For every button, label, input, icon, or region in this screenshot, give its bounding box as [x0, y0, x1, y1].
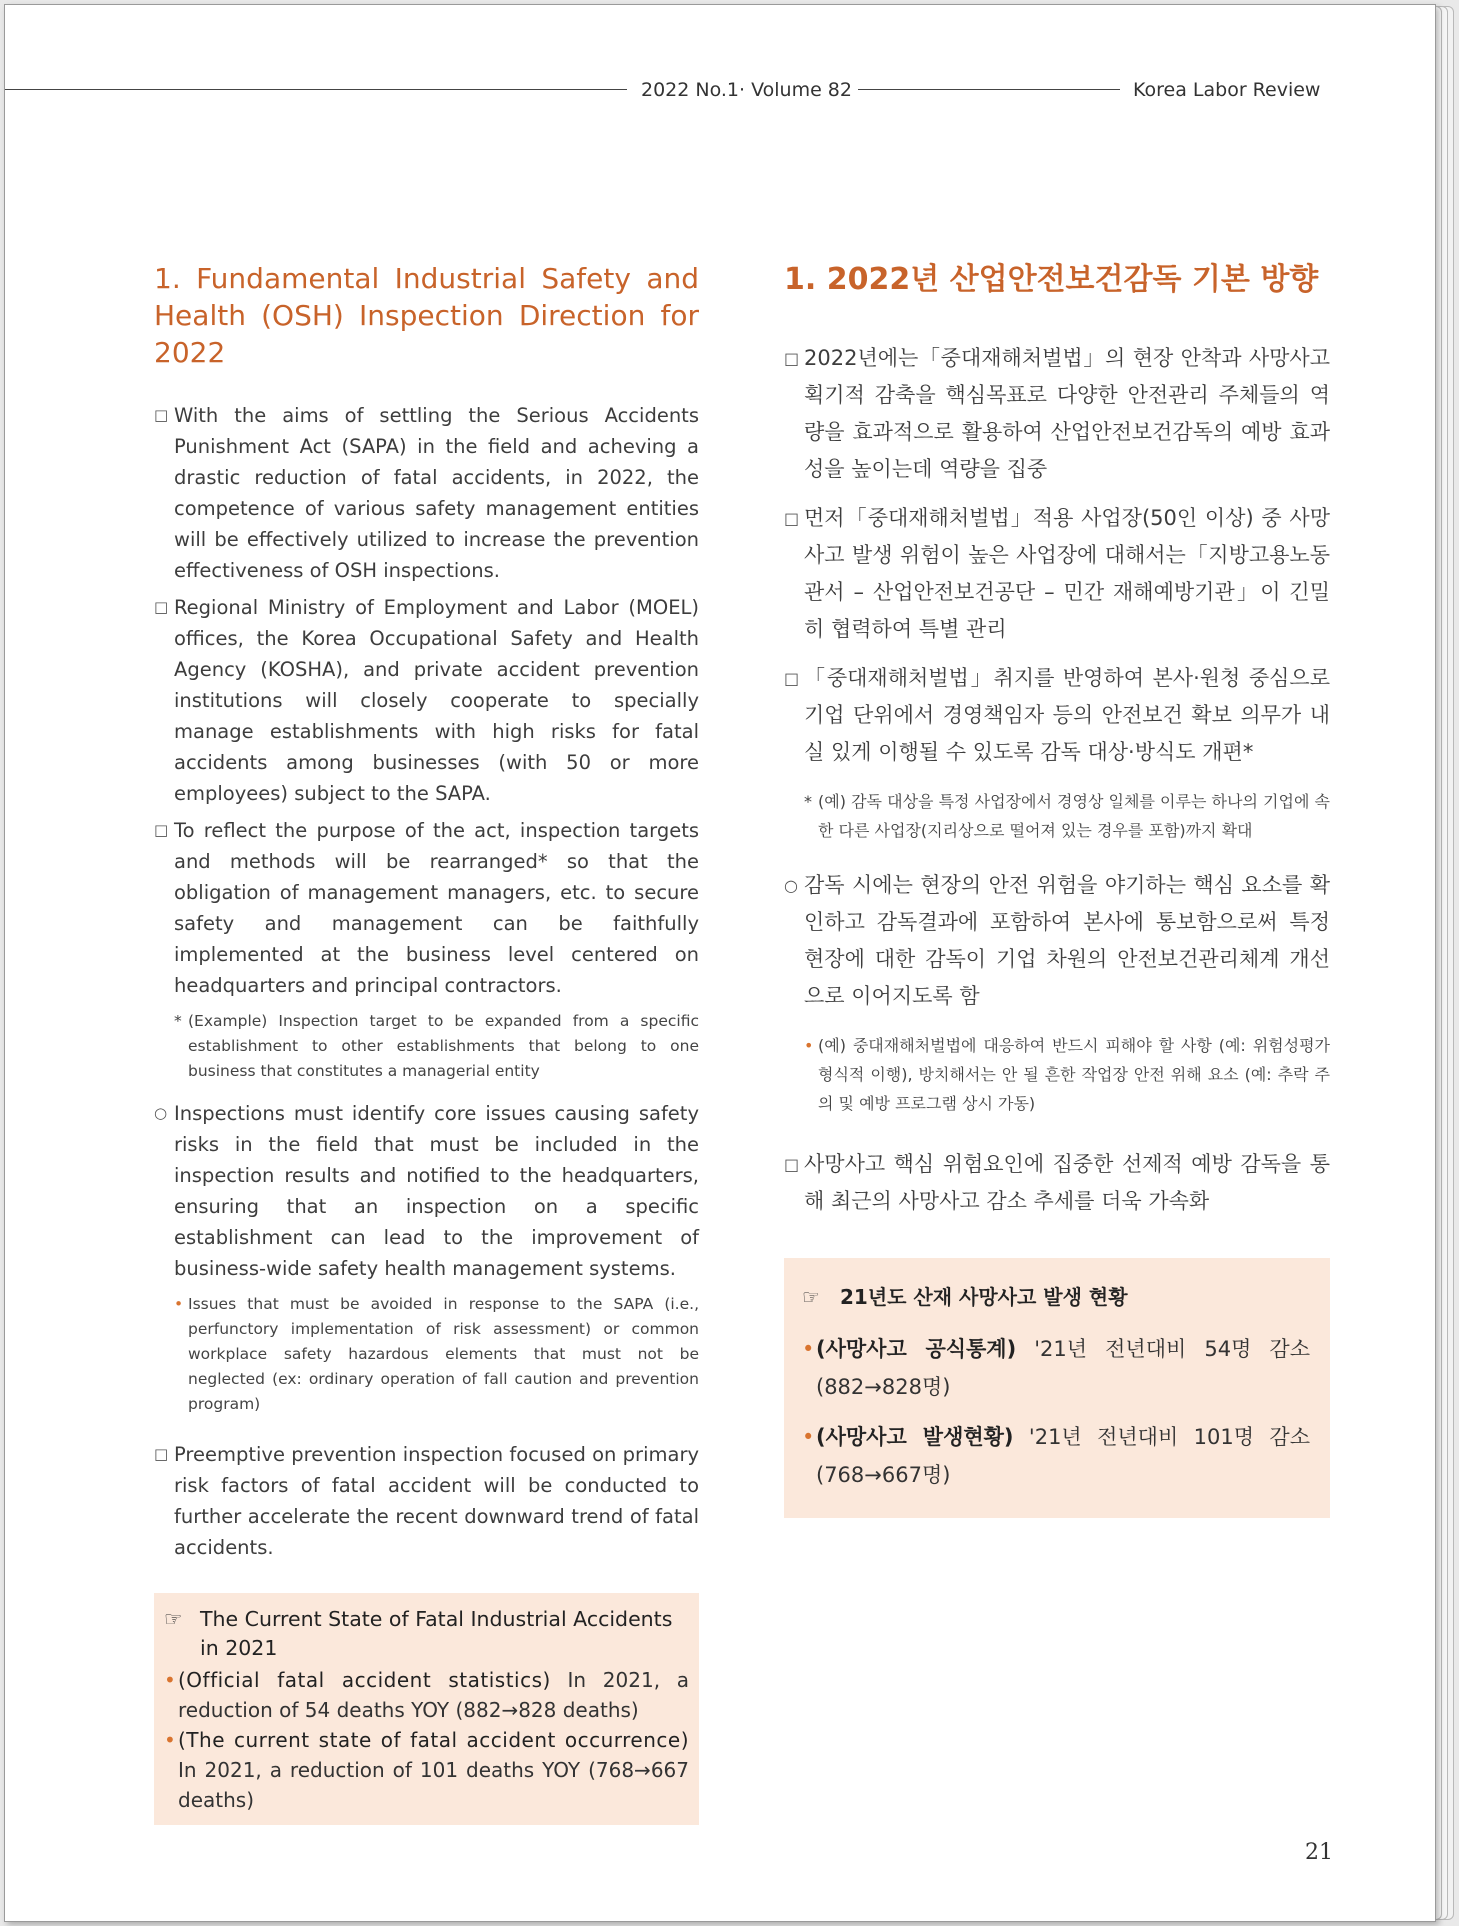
footnote-text: (예) 감독 대상을 특정 사업장에서 경영상 일체를 이루는 하나의 기업에 속한 다른 사업장(지리상으로 떨어져 있는 경우를 포함)까지 확대 [818, 792, 1330, 840]
square-bullet-icon: □ [784, 669, 800, 688]
bullet-dot-icon: • [802, 1337, 815, 1361]
paragraph-text: With the aims of settling the Serious Accidents Punishment Act (SAPA) in the field and acheving a drastic reduction of fatal accidents, in 2022, the competence of various safety management entities will be effectively utilized to increase the prevention effectiveness of OSH inspections. [174, 404, 699, 582]
header-issue: 2022 No.1· Volume 82 [641, 79, 852, 101]
paragraph-ko-5 [784, 1146, 1330, 1220]
orange-dot-icon: • [174, 1295, 184, 1313]
square-bullet-icon: □ [784, 509, 800, 528]
paragraph-en-2 [154, 592, 699, 809]
asterisk-icon: * [174, 1012, 182, 1030]
pointing-hand-icon: ☞ [164, 1607, 183, 1631]
box-item-text: In 2021, a reduction of 54 deaths YOY (882→828 deaths) [178, 1668, 689, 1722]
header-rule-middle [858, 89, 1120, 90]
paragraph-text: Preemptive prevention inspection focused on primary risk factors of fatal accident will be conducted to further accelerate the recent downward trend of fatal accidents. [174, 1443, 699, 1559]
paragraph-text: 먼저「중대재해처벌법」적용 사업장(50인 이상) 중 사망사고 발생 위험이 높은 사업장에 대해서는「지방고용노동관서 – 산업안전보건공단 – 민간 재해예방기관」이 긴밀히 협력하여 특별 관리 [804, 506, 1330, 641]
korean-column [784, 260, 1330, 1518]
stats-box-ko [784, 1258, 1330, 1518]
box-title-text: The Current State of Fatal Industrial Accidents in 2021 [200, 1607, 673, 1660]
box-item-text: '21년 전년대비 54명 감소 (882→828명) [816, 1337, 1310, 1399]
square-bullet-icon: □ [154, 406, 169, 424]
footnote-ko-1 [784, 787, 1330, 845]
paragraph-text: 2022년에는「중대재해처벌법」의 현장 안착과 사망사고 획기적 감축을 핵심목표로 다양한 안전관리 주체들의 역량을 효과적으로 활용하여 산업안전보건감독의 예방 효과성을 높이는데 역량을 집중 [804, 346, 1330, 481]
section-title-en: 1. Fundamental Industrial Safety and Health (OSH) Inspection Direction for 2022 [154, 262, 699, 369]
english-column [154, 260, 699, 1825]
paragraph-text: To reflect the purpose of the act, inspection targets and methods will be rearranged* so that the obligation of management managers, etc. to secure safety and management can be faithfully implemented at the business level centered on headquarters and principal contractors. [174, 819, 699, 997]
header-rule-left [5, 89, 627, 90]
bullet-dot-icon: • [802, 1425, 815, 1449]
footnote-text: (Example) Inspection target to be expanded from a specific establishment to other establishments that belong to one business that constitutes a managerial entity [188, 1012, 699, 1080]
pointing-hand-icon: ☞ [802, 1285, 820, 1309]
square-bullet-icon: □ [154, 598, 169, 616]
square-bullet-icon: □ [154, 821, 169, 839]
paragraph-en-4 [154, 1098, 699, 1284]
footnote-en-2 [154, 1292, 699, 1417]
footnote-en-1 [154, 1009, 699, 1084]
paragraph-ko-1 [784, 340, 1330, 488]
box-item-ko-1 [802, 1330, 1310, 1406]
orange-dot-icon: • [804, 1036, 814, 1055]
box-item-text: '21년 전년대비 101명 감소 (768→667명) [816, 1425, 1310, 1487]
paragraph-ko-2 [784, 500, 1330, 648]
box-item-text: In 2021, a reduction of 101 deaths YOY (768→667 deaths) [178, 1758, 689, 1812]
stats-box-en [154, 1593, 699, 1825]
footnote-text: (예) 중대재해처벌법에 대응하여 반드시 피해야 할 사항 (예: 위험성평가 형식적 이행), 방치해서는 안 될 흔한 작업장 안전 위해 요소 (예: 추락 주의 및 예방 프로그램 상시 가동) [818, 1036, 1330, 1113]
paragraph-text: 「중대재해처벌법」취지를 반영하여 본사·원청 중심으로 기업 단위에서 경영책임자 등의 안전보건 확보 의무가 내실 있게 이행될 수 있도록 감독 대상·방식도 개편* [804, 666, 1330, 764]
bullet-dot-icon: • [164, 1668, 176, 1692]
footnote-text: Issues that must be avoided in response to the SAPA (i.e., perfunctory implementation of risk assessment) or common workplace safety hazardous elements that must not be neglected (ex: ordinary operation of fall caution and prevention program) [188, 1295, 699, 1413]
paragraph-text: Inspections must identify core issues causing safety risks in the field that must be included in the inspection results and notified to the headquarters, ensuring that an inspection on a specific establishment can lead to the improvement of business-wide safety health management systems. [174, 1102, 699, 1280]
box-title-ko [802, 1276, 1310, 1318]
section-title-ko: 1. 2022년 산업안전보건감독 기본 방향 [784, 262, 1319, 297]
square-bullet-icon: □ [154, 1445, 169, 1463]
bullet-dot-icon: • [164, 1728, 176, 1752]
square-bullet-icon: □ [784, 1155, 800, 1174]
circle-bullet-icon: ○ [784, 876, 798, 895]
header-journal: Korea Labor Review [1133, 79, 1321, 101]
paragraph-ko-4 [784, 867, 1330, 1015]
box-item-heading: (사망사고 공식통계) [816, 1337, 1017, 1361]
box-item-heading: (사망사고 발생현황) [816, 1425, 1014, 1449]
paragraph-text: 사망사고 핵심 위험요인에 집중한 선제적 예방 감독을 통해 최근의 사망사고 감소 추세를 더욱 가속화 [804, 1152, 1330, 1213]
box-item-heading: (The current state of fatal accident occurrence) [178, 1728, 689, 1752]
box-title-text: 21년도 산재 사망사고 발생 현황 [840, 1285, 1128, 1309]
box-item-en-1 [164, 1665, 689, 1725]
footnote-ko-2 [784, 1031, 1330, 1118]
paragraph-ko-3 [784, 660, 1330, 771]
box-title-en [164, 1605, 689, 1663]
box-item-ko-2 [802, 1418, 1310, 1494]
paragraph-en-3 [154, 815, 699, 1001]
page-number: 21 [1305, 1840, 1333, 1865]
box-item-heading: (Official fatal accident statistics) [178, 1668, 551, 1692]
paragraph-text: 감독 시에는 현장의 안전 위험을 야기하는 핵심 요소를 확인하고 감독결과에 포함하여 본사에 통보함으로써 특정 현장에 대한 감독이 기업 차원의 안전보건관리체계 개선으로 이어지도록 함 [804, 873, 1330, 1008]
square-bullet-icon: □ [784, 349, 800, 368]
paragraph-text: Regional Ministry of Employment and Labor (MOEL) offices, the Korea Occupational Safety and Health Agency (KOSHA), and private accident prevention institutions will closely cooperate to specially manage establishments with high risks for fatal accidents among businesses (with 50 or more employees) subject to the SAPA. [174, 596, 699, 805]
box-item-en-2 [164, 1725, 689, 1815]
asterisk-icon: * [804, 792, 812, 811]
circle-bullet-icon: ○ [154, 1104, 168, 1122]
document-page [4, 4, 1436, 1922]
paragraph-en-5 [154, 1439, 699, 1563]
paragraph-en-1 [154, 400, 699, 586]
